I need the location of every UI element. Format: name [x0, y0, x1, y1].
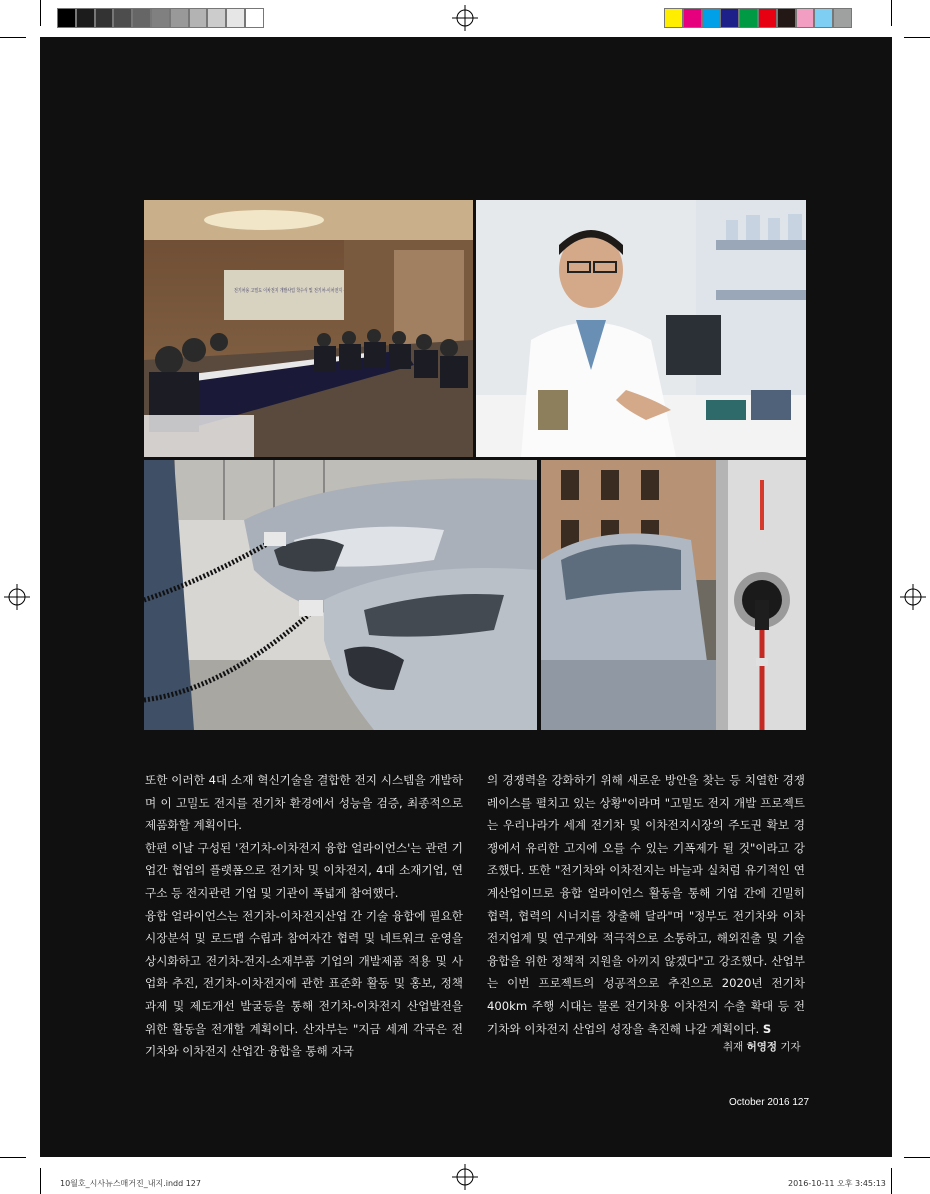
article-paragraph: 의 경쟁력을 강화하기 위해 새로운 방안을 찾는 등 치열한 경쟁 레이스를 펼치고 있는 상황"이라며 "고밀도 전지 개발 프로젝트는 우리나라가 세계 전기차 및 이차전지시장의 주도권 확보 경쟁에서 유리한 고지에 오를 수 있는 기폭제가 될 것"이라고 강조했다. 또한 "전기차와 이차전지는 바늘과 실처럼 유기적인 연계산업이므로 융합 얼라이언스 활동을 통해 기업 간에 긴밀히 협력, 협력의 시너지를 창출해 달라"며 "정부도 전기차와 이차전지업계 및 연구계와 적극적으로 소통하고, 해외진출 및 기술융합을 위한 정책적 지원을 아끼지 않겠다"고 강조했다. 산업부는 이번 프로젝트의 성공적으로 추진으로 2020년 전기차 400km 주행 시대는 물론 전기차용 이차전지 수출 확대 등 전기차와 이차전지 산업의 성장을 촉진해 나갈 계획이다. — [487, 773, 805, 1036]
photo-charging-station — [541, 460, 806, 730]
photo-conference-meeting — [144, 200, 473, 457]
print-slug-filename: 10월호_시사뉴스매거진_내지.indd 127 — [60, 1179, 201, 1188]
crop-mark — [904, 1157, 930, 1158]
gray-swatch — [57, 8, 76, 28]
crop-mark — [0, 37, 26, 38]
crop-mark — [891, 1168, 892, 1194]
page-folio: October 2016 127 — [729, 1097, 810, 1108]
photo-banner-text: 전기차용 고밀도 이차전지 개발사업 착수식 및 전기차-이차전지 융합 얼라이언스 출범식 — [234, 288, 424, 294]
color-swatch — [702, 8, 721, 28]
byline-suffix: 기자 — [777, 1041, 801, 1053]
photo-ev-charging-cars — [144, 460, 537, 730]
article-column-left — [145, 769, 463, 1063]
crop-mark — [904, 37, 930, 38]
crop-mark — [40, 0, 41, 26]
color-swatch — [814, 8, 833, 28]
gray-swatch — [95, 8, 114, 28]
crop-mark — [891, 0, 892, 26]
gray-swatch — [226, 8, 245, 28]
gray-swatch — [189, 8, 208, 28]
article-paragraph: 한편 이날 구성된 '전기차-이차전지 융합 얼라이언스'는 관련 기업간 협업의 플랫폼으로 전기차 및 이차전지, 4대 소재기업, 연구소 등 전지관련 기업 및 기관이 폭넓게 참여했다. — [145, 840, 463, 900]
byline-prefix: 취재 — [723, 1041, 747, 1053]
gray-swatch — [132, 8, 151, 28]
color-swatch — [720, 8, 739, 28]
gray-swatch — [151, 8, 170, 28]
registration-mark-icon — [452, 5, 478, 31]
gray-swatch — [207, 8, 226, 28]
byline-name: 허영정 — [746, 1041, 778, 1053]
article-paragraph: 융합 얼라이언스는 전기차-이차전지산업 간 기술 융합에 필요한 시장분석 및 로드맵 수립과 참여자간 협력 및 네트워크 운영을 상시화하고 전기차-전지-소재부품 기업의 개발제품 적용 및 사업화 추진, 전기차-이차전지에 관한 표준화 활동 및 홍보, 정책과제 및 제도개선 발굴등을 통해 전기차-이차전지 산업발전을 위한 활동을 전개할 계획이다. 산자부는 "지금 세계 각국은 전기차와 이차전지 산업간 융합을 통해 자국 — [145, 908, 463, 1059]
color-swatch — [777, 8, 796, 28]
article-paragraph: 또한 이러한 4대 소재 혁신기술을 결합한 전지 시스템을 개발하며 이 고밀도 전지를 전기차 환경에서 성능을 검증, 최종적으로 제품화할 계획이다. — [145, 773, 463, 833]
end-mark: S — [762, 1021, 772, 1036]
crop-mark — [0, 1157, 26, 1158]
gray-swatch — [113, 8, 132, 28]
article-column-right — [487, 769, 805, 1040]
color-swatch — [758, 8, 777, 28]
crop-mark — [40, 1168, 41, 1194]
registration-mark-icon — [900, 584, 926, 610]
color-swatch — [833, 8, 852, 28]
color-swatch — [664, 8, 683, 28]
byline — [723, 1039, 801, 1054]
photo-lab-researcher — [476, 200, 806, 457]
registration-mark-icon — [4, 584, 30, 610]
grayscale-calibration-bar — [57, 8, 264, 28]
color-swatch — [796, 8, 815, 28]
gray-swatch — [245, 8, 264, 28]
color-swatch — [739, 8, 758, 28]
gray-swatch — [76, 8, 95, 28]
color-swatch — [683, 8, 702, 28]
gray-swatch — [170, 8, 189, 28]
registration-mark-icon — [452, 1164, 478, 1190]
print-slug-timestamp: 2016-10-11 오후 3:45:13 — [788, 1179, 886, 1188]
color-calibration-bar — [664, 8, 852, 28]
article-paragraph-wrapper — [487, 769, 805, 1040]
